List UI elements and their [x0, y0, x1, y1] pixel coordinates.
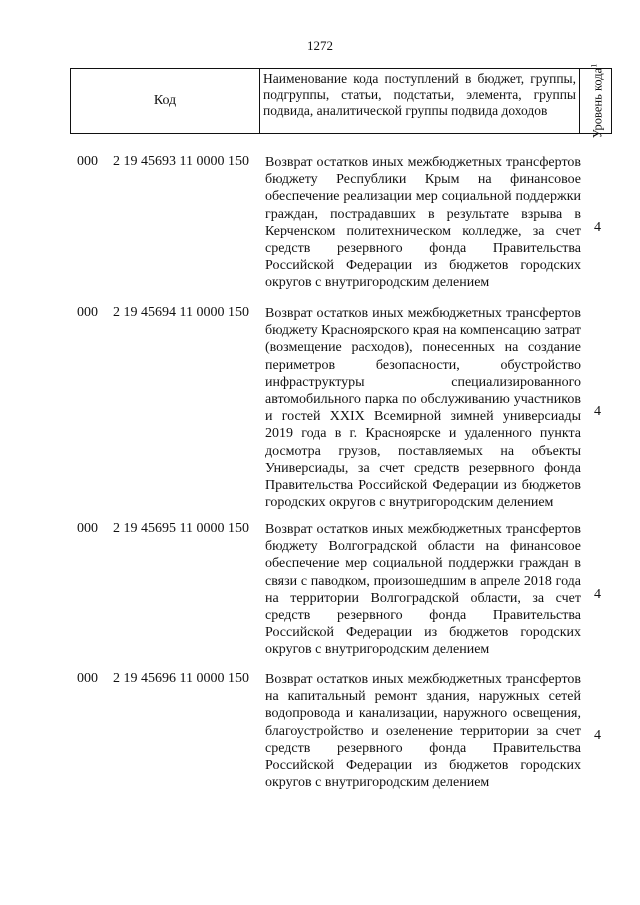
row-code: 2 19 45696 11 0000 150: [113, 671, 249, 686]
row-level: 4: [594, 728, 601, 743]
header-level-text: Уровень кода: [590, 67, 605, 139]
row-description: Возврат остатков иных межбюджетных трансфертов на капитальный ремонт здания, наружных сетей водопровода и канализации, наружного освещения, благоустройство и озеленение территории за счет средств резервного фонда Правительства Российской Федерации из бюджетов городских округов с внутригородским делением: [265, 672, 581, 791]
row-level: 4: [594, 587, 601, 602]
header-level-cell: [580, 63, 611, 139]
header-name-label: Наименование кода поступлений в бюджет, группы, подгруппы, статьи, подстатьи, элемента, группы подвида, аналитической группы подвида доходов: [263, 71, 576, 118]
row-code: 2 19 45693 11 0000 150: [113, 154, 249, 169]
row-description: Возврат остатков иных межбюджетных трансфертов бюджету Красноярского края на компенсацию затрат (возмещение расходов), понесенных на создание периметров безопасности, обустройство инфраструктуры специализированного автомобильного парка по обслуживанию участников и гостей XXIX Всемирной зимней универсиады 2019 года в г. Красноярске и удаленного пункта досмотра грузов, поставляемых на объекты Универсиады, за счет средств резервного фонда Правительства Российской Федерации из бюджетов городских округов с внутригородским делением: [265, 306, 581, 511]
row-prefix: 000: [77, 671, 98, 686]
row-description: Возврат остатков иных межбюджетных трансфертов бюджету Республики Крым на финансовое обеспечение реализации мер социальной поддержки граждан, пострадавших в результате взрыва в Керченском политехническом колледже, за счет средств резервного фонда Правительства Российской Федерации из бюджетов городских округов с внутригородским делением: [265, 155, 581, 291]
header-code-cell: [71, 69, 260, 133]
header-level-label: [587, 64, 604, 138]
row-prefix: 000: [77, 154, 98, 169]
row-code: 2 19 45694 11 0000 150: [113, 305, 249, 320]
row-description: Возврат остатков иных межбюджетных трансфертов бюджету Волгоградской области на финансовое обеспечение мер социальной поддержки граждан в связи с паводком, произошедшим в апреле 2018 года на территории Волгоградской области, за счет средств резервного фонда Правительства Российской Федерации из бюджетов городских округов с внутригородским делением: [265, 522, 581, 658]
row-level: 4: [594, 220, 601, 235]
row-prefix: 000: [77, 521, 98, 536]
row-level: 4: [594, 404, 601, 419]
header-name-cell: [260, 69, 580, 133]
row-code: 2 19 45695 11 0000 150: [113, 521, 249, 536]
header-code-label: Код: [153, 93, 177, 108]
page-number: 1272: [307, 38, 333, 53]
header-level-footnote: 1: [588, 63, 598, 68]
table-header: [70, 63, 612, 139]
row-prefix: 000: [77, 305, 98, 320]
